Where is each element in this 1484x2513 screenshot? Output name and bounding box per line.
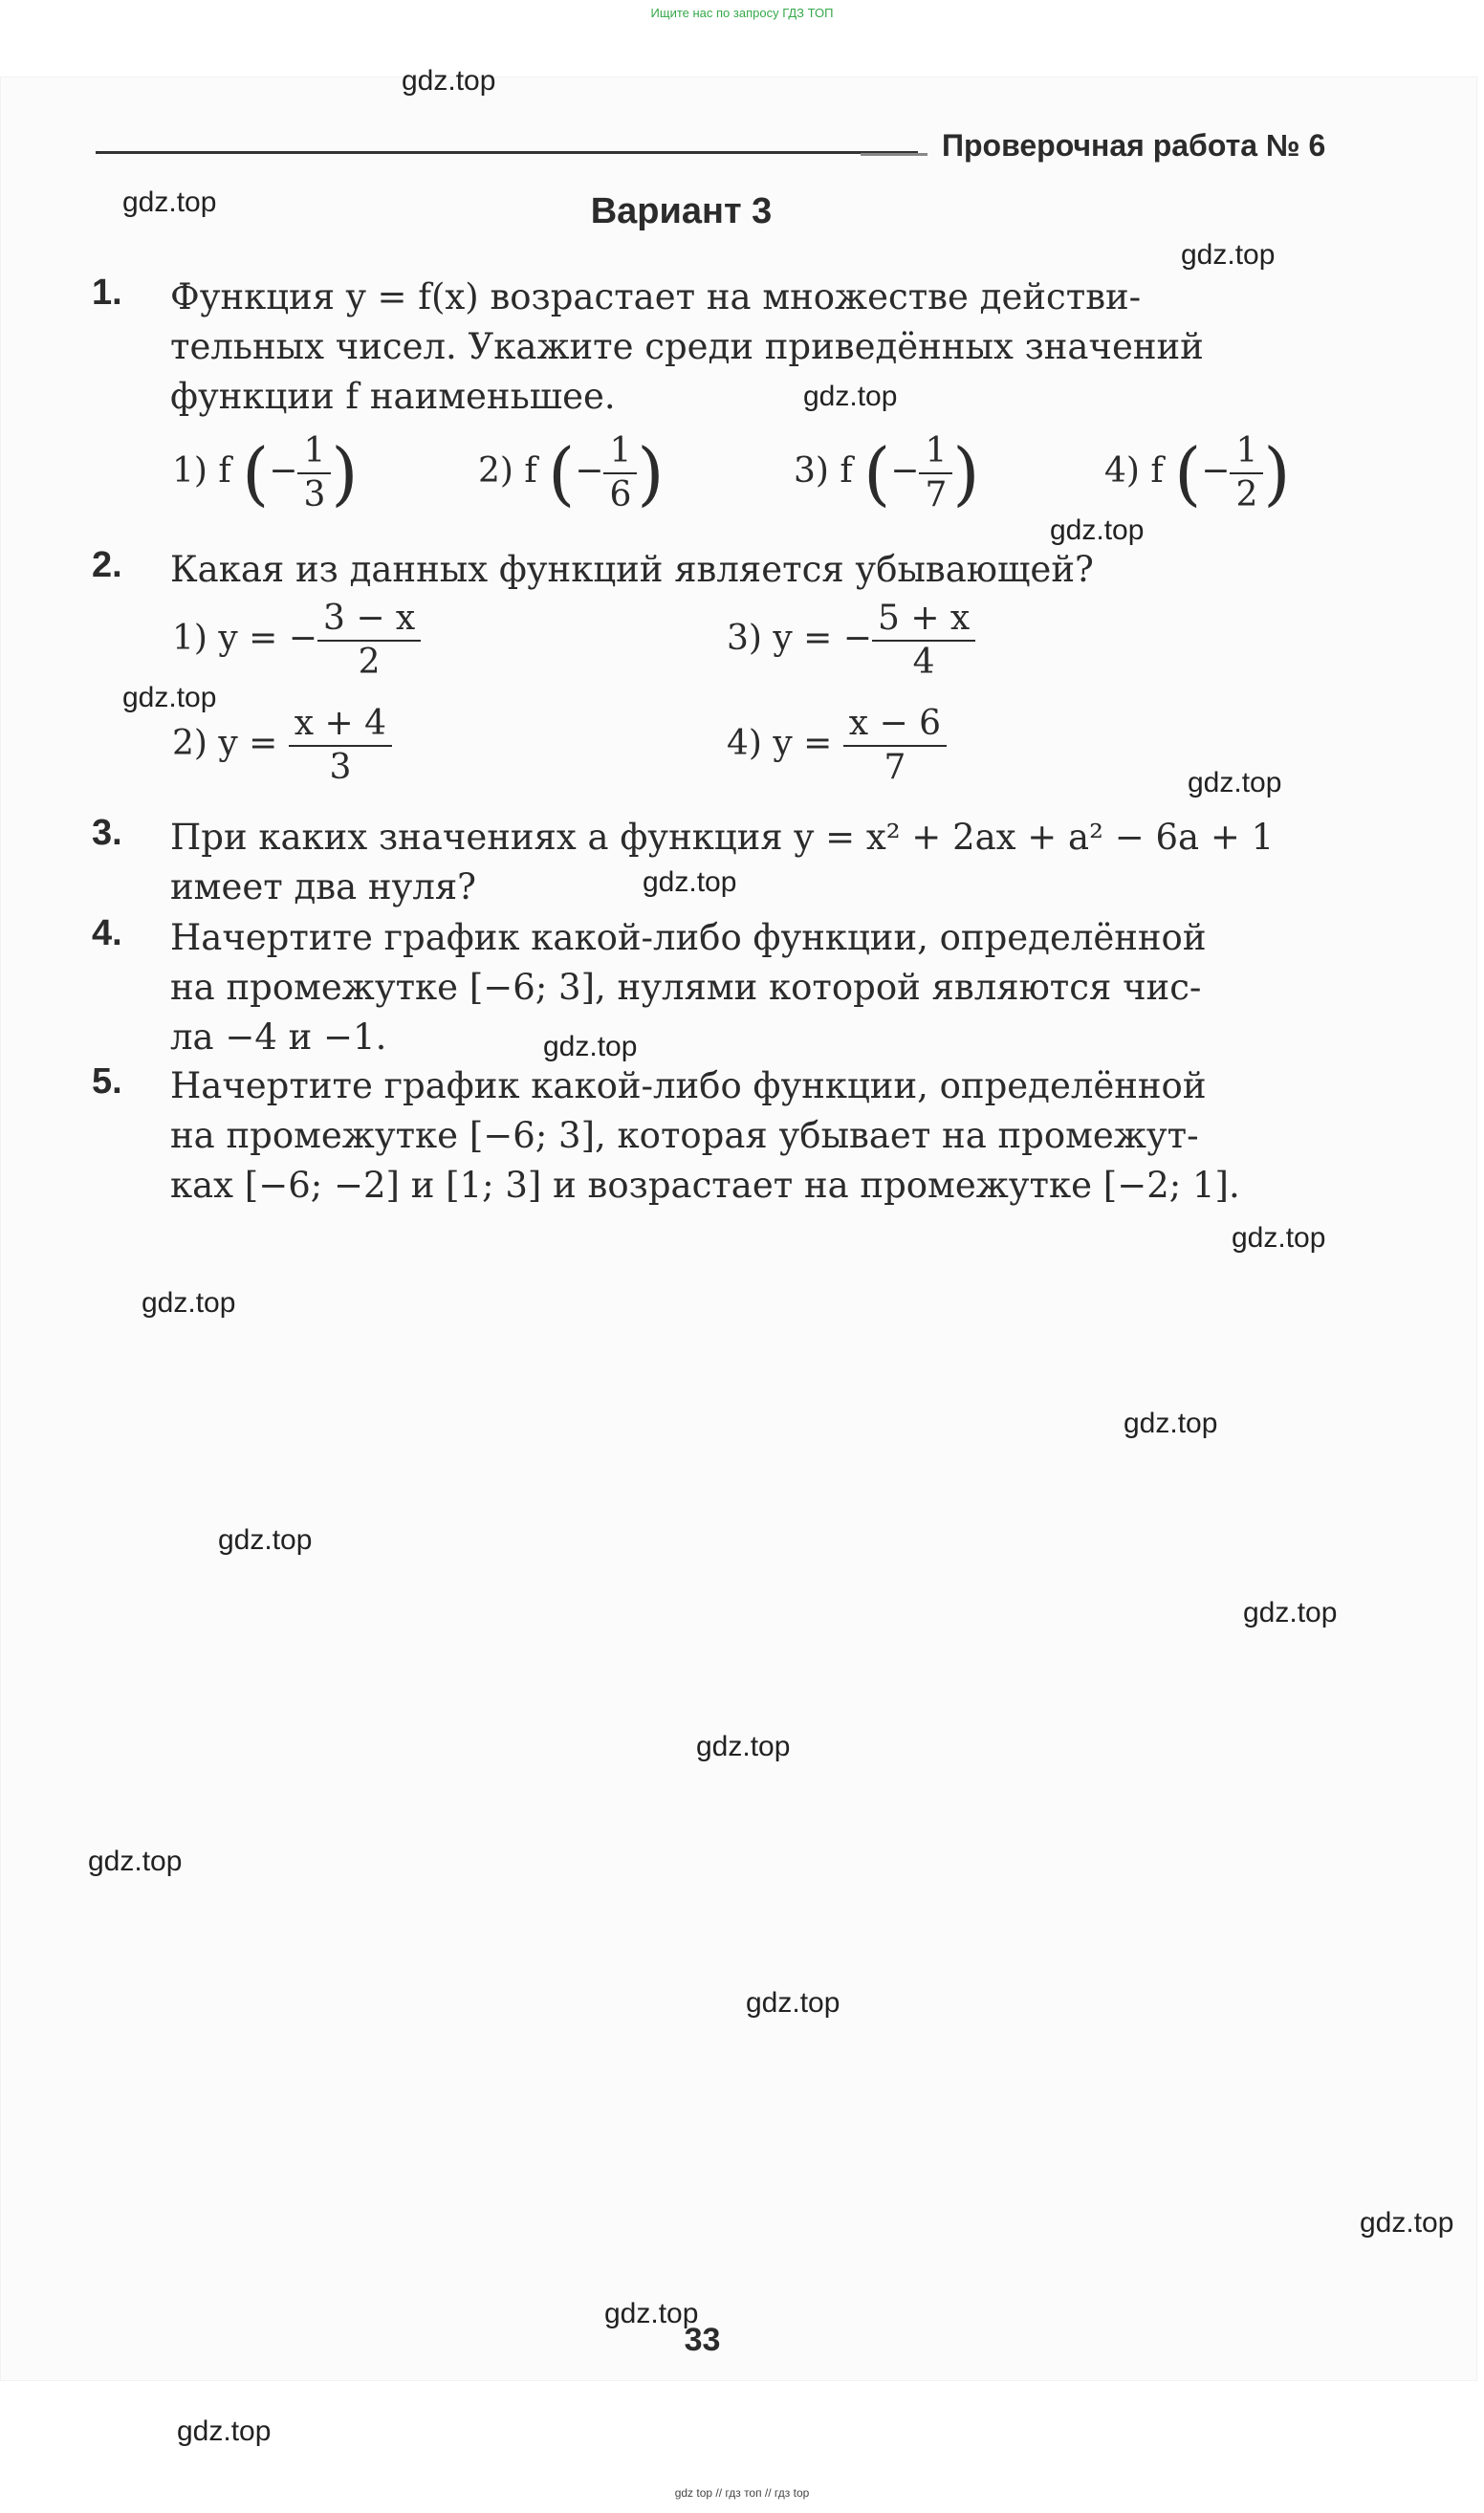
task-4-line: ла −4 и −1. [170,1016,387,1058]
watermark: gdz.top [1232,1222,1326,1254]
watermark: gdz.top [1360,2207,1454,2239]
watermark: gdz.top [88,1846,183,1877]
task-1-option-2: 2) f (− $\frac{1}{6}$ ) [478,431,665,514]
task-5-line: на промежутке [−6; 3], которая убывает на промежут- [170,1115,1199,1156]
watermark: gdz.top [696,1731,791,1762]
task-2-text [170,545,1413,595]
watermark: gdz.top [1188,767,1282,798]
top-notice: Ищите нас по запросу ГДЗ ТОП [650,6,834,20]
header-title: Проверочная работа № 6 [942,128,1326,163]
task-2-option-2: 2) y = $\frac{x + 4}{3}$ [172,703,392,789]
task-3-number: 3. [92,813,122,853]
watermark: gdz.top [1050,514,1145,546]
watermark: gdz.top [643,866,737,898]
task-5-text [170,1061,1413,1211]
watermark: gdz.top [543,1031,638,1062]
watermark: gdz.top [218,1524,313,1556]
watermark: gdz.top [122,186,217,218]
watermark: gdz.top [142,1287,236,1319]
task-5-line: Начертите график какой-либо функции, определённой [170,1065,1207,1106]
task-3-line: При каких значениях a функция y = x² + 2ax + a² − 6a + 1 [170,817,1275,858]
page-number: 33 [684,2322,721,2358]
watermark: gdz.top [177,2415,272,2447]
task-4-text [170,913,1413,1062]
task-3-text [170,813,1413,912]
task-1-number: 1. [92,273,122,313]
footer-notice: gdz top // гдз топ // гдз top [674,2486,810,2500]
task-1-text [170,273,1413,422]
task-5-line: ках [−6; −2] и [1; 3] и возрастает на промежутке [−2; 1]. [170,1165,1240,1206]
task-4-line: Начертите график какой-либо функции, определённой [170,917,1207,958]
task-4-number: 4. [92,913,122,953]
task-3-line: имеет два нуля? [170,866,477,907]
task-1-option-1: 1) f (− $\frac{1}{3}$ ) [172,431,359,514]
watermark: gdz.top [402,65,496,97]
task-1-line: Функция y = f(x) возрастает на множестве действи- [170,276,1142,317]
watermark: gdz.top [1243,1597,1338,1628]
task-2-option-4: 4) y = $\frac{x - 6}{7}$ [727,703,947,789]
watermark: gdz.top [122,682,217,713]
task-4-line: на промежутке [−6; 3], нулями которой являются чис- [170,967,1202,1008]
watermark: gdz.top [1124,1408,1218,1439]
task-1-line: функции f наименьшее. [170,376,616,417]
task-2-option-1: 1) y = − $\frac{3 - x}{2}$ [172,598,421,684]
variant-title: Вариант 3 [590,191,773,231]
task-2-number: 2. [92,545,122,585]
watermark: gdz.top [746,1987,840,2019]
watermark: gdz.top [803,381,898,412]
task-1-option-4: 4) f (− $\frac{1}{2}$ ) [1104,431,1291,514]
task-1-line: тельных чисел. Укажите среди приведённых значений [170,326,1204,367]
task-2-option-3: 3) y = − $\frac{5 + x}{4}$ [727,598,975,684]
task-1-option-3: 3) f (− $\frac{1}{7}$ ) [794,431,980,514]
header-rule [96,151,918,154]
watermark: gdz.top [604,2298,699,2329]
header-rule-tail [861,153,928,156]
task-5-number: 5. [92,1061,122,1102]
task-2-line: Какая из данных функций является убывающей? [170,549,1094,590]
watermark: gdz.top [1181,239,1276,271]
